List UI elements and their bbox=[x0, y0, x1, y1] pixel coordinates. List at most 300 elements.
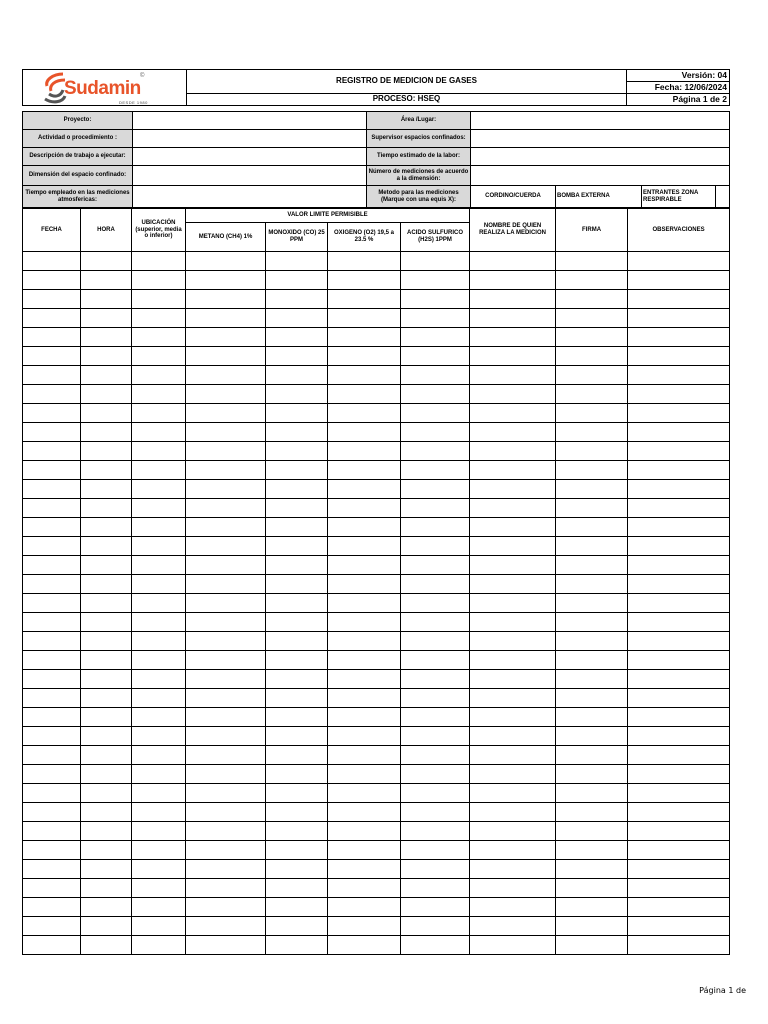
table-cell[interactable] bbox=[470, 651, 556, 670]
table-cell[interactable] bbox=[401, 594, 470, 613]
table-cell[interactable] bbox=[401, 366, 470, 385]
dimension-field[interactable] bbox=[133, 166, 367, 186]
table-cell[interactable] bbox=[328, 765, 401, 784]
table-cell[interactable] bbox=[266, 651, 328, 670]
table-cell[interactable] bbox=[401, 518, 470, 537]
table-cell[interactable] bbox=[266, 556, 328, 575]
table-cell[interactable] bbox=[186, 575, 266, 594]
table-cell[interactable] bbox=[328, 366, 401, 385]
table-cell[interactable] bbox=[628, 328, 730, 347]
table-cell[interactable] bbox=[132, 765, 186, 784]
table-cell[interactable] bbox=[266, 708, 328, 727]
table-cell[interactable] bbox=[132, 575, 186, 594]
table-cell[interactable] bbox=[470, 271, 556, 290]
table-cell[interactable] bbox=[556, 271, 628, 290]
table-cell[interactable] bbox=[132, 252, 186, 271]
table-cell[interactable] bbox=[266, 936, 328, 955]
table-cell[interactable] bbox=[628, 461, 730, 480]
table-cell[interactable] bbox=[132, 651, 186, 670]
table-cell[interactable] bbox=[470, 594, 556, 613]
table-cell[interactable] bbox=[81, 385, 132, 404]
table-cell[interactable] bbox=[132, 347, 186, 366]
table-cell[interactable] bbox=[470, 822, 556, 841]
table-cell[interactable] bbox=[132, 480, 186, 499]
table-cell[interactable] bbox=[328, 404, 401, 423]
table-cell[interactable] bbox=[328, 537, 401, 556]
table-cell[interactable] bbox=[470, 879, 556, 898]
table-cell[interactable] bbox=[628, 556, 730, 575]
table-cell[interactable] bbox=[470, 936, 556, 955]
table-cell[interactable] bbox=[266, 328, 328, 347]
table-cell[interactable] bbox=[132, 385, 186, 404]
table-cell[interactable] bbox=[401, 290, 470, 309]
table-cell[interactable] bbox=[266, 917, 328, 936]
table-cell[interactable] bbox=[470, 347, 556, 366]
table-cell[interactable] bbox=[266, 252, 328, 271]
area-field[interactable] bbox=[471, 112, 730, 130]
table-cell[interactable] bbox=[23, 347, 81, 366]
table-cell[interactable] bbox=[556, 822, 628, 841]
table-cell[interactable] bbox=[556, 651, 628, 670]
table-cell[interactable] bbox=[628, 594, 730, 613]
table-cell[interactable] bbox=[266, 613, 328, 632]
table-cell[interactable] bbox=[328, 252, 401, 271]
table-cell[interactable] bbox=[328, 347, 401, 366]
table-cell[interactable] bbox=[23, 271, 81, 290]
table-cell[interactable] bbox=[556, 670, 628, 689]
table-cell[interactable] bbox=[132, 290, 186, 309]
table-cell[interactable] bbox=[556, 594, 628, 613]
table-cell[interactable] bbox=[628, 442, 730, 461]
table-cell[interactable] bbox=[132, 860, 186, 879]
table-cell[interactable] bbox=[23, 841, 81, 860]
table-cell[interactable] bbox=[556, 499, 628, 518]
table-cell[interactable] bbox=[186, 518, 266, 537]
table-cell[interactable] bbox=[401, 309, 470, 328]
table-cell[interactable] bbox=[328, 860, 401, 879]
table-cell[interactable] bbox=[470, 727, 556, 746]
table-cell[interactable] bbox=[328, 784, 401, 803]
table-cell[interactable] bbox=[470, 537, 556, 556]
table-cell[interactable] bbox=[81, 537, 132, 556]
table-cell[interactable] bbox=[186, 613, 266, 632]
table-cell[interactable] bbox=[556, 366, 628, 385]
table-cell[interactable] bbox=[266, 461, 328, 480]
table-cell[interactable] bbox=[470, 252, 556, 271]
table-cell[interactable] bbox=[23, 480, 81, 499]
table-cell[interactable] bbox=[23, 309, 81, 328]
table-cell[interactable] bbox=[266, 632, 328, 651]
table-cell[interactable] bbox=[401, 404, 470, 423]
table-cell[interactable] bbox=[401, 860, 470, 879]
table-cell[interactable] bbox=[266, 518, 328, 537]
table-cell[interactable] bbox=[556, 461, 628, 480]
table-cell[interactable] bbox=[401, 556, 470, 575]
table-cell[interactable] bbox=[628, 366, 730, 385]
table-cell[interactable] bbox=[328, 461, 401, 480]
table-cell[interactable] bbox=[266, 784, 328, 803]
table-cell[interactable] bbox=[132, 632, 186, 651]
table-cell[interactable] bbox=[186, 841, 266, 860]
table-cell[interactable] bbox=[556, 347, 628, 366]
table-cell[interactable] bbox=[186, 556, 266, 575]
table-cell[interactable] bbox=[81, 898, 132, 917]
table-cell[interactable] bbox=[328, 594, 401, 613]
table-cell[interactable] bbox=[186, 670, 266, 689]
table-cell[interactable] bbox=[132, 309, 186, 328]
table-cell[interactable] bbox=[132, 328, 186, 347]
table-cell[interactable] bbox=[81, 746, 132, 765]
table-cell[interactable] bbox=[132, 727, 186, 746]
table-cell[interactable] bbox=[628, 271, 730, 290]
table-cell[interactable] bbox=[470, 670, 556, 689]
table-cell[interactable] bbox=[132, 556, 186, 575]
table-cell[interactable] bbox=[132, 537, 186, 556]
table-cell[interactable] bbox=[556, 252, 628, 271]
table-cell[interactable] bbox=[556, 936, 628, 955]
table-cell[interactable] bbox=[186, 936, 266, 955]
table-cell[interactable] bbox=[186, 746, 266, 765]
table-cell[interactable] bbox=[266, 309, 328, 328]
table-cell[interactable] bbox=[132, 784, 186, 803]
table-cell[interactable] bbox=[186, 252, 266, 271]
table-cell[interactable] bbox=[186, 803, 266, 822]
table-cell[interactable] bbox=[401, 803, 470, 822]
table-cell[interactable] bbox=[23, 252, 81, 271]
table-cell[interactable] bbox=[470, 898, 556, 917]
table-cell[interactable] bbox=[556, 480, 628, 499]
table-cell[interactable] bbox=[132, 822, 186, 841]
table-cell[interactable] bbox=[628, 898, 730, 917]
table-cell[interactable] bbox=[23, 328, 81, 347]
table-cell[interactable] bbox=[81, 936, 132, 955]
table-cell[interactable] bbox=[401, 252, 470, 271]
table-cell[interactable] bbox=[470, 784, 556, 803]
table-cell[interactable] bbox=[266, 480, 328, 499]
table-cell[interactable] bbox=[23, 898, 81, 917]
table-cell[interactable] bbox=[470, 841, 556, 860]
table-cell[interactable] bbox=[470, 689, 556, 708]
table-cell[interactable] bbox=[328, 385, 401, 404]
table-cell[interactable] bbox=[328, 708, 401, 727]
table-cell[interactable] bbox=[470, 575, 556, 594]
table-cell[interactable] bbox=[186, 366, 266, 385]
table-cell[interactable] bbox=[556, 898, 628, 917]
table-cell[interactable] bbox=[556, 290, 628, 309]
table-cell[interactable] bbox=[328, 670, 401, 689]
table-cell[interactable] bbox=[628, 347, 730, 366]
table-cell[interactable] bbox=[132, 841, 186, 860]
table-cell[interactable] bbox=[401, 347, 470, 366]
table-cell[interactable] bbox=[81, 860, 132, 879]
table-cell[interactable] bbox=[328, 841, 401, 860]
supervisor-field[interactable] bbox=[471, 130, 730, 148]
table-cell[interactable] bbox=[628, 746, 730, 765]
table-cell[interactable] bbox=[401, 708, 470, 727]
table-cell[interactable] bbox=[556, 727, 628, 746]
table-cell[interactable] bbox=[132, 518, 186, 537]
table-cell[interactable] bbox=[132, 746, 186, 765]
table-cell[interactable] bbox=[328, 518, 401, 537]
table-cell[interactable] bbox=[23, 613, 81, 632]
table-cell[interactable] bbox=[81, 917, 132, 936]
table-cell[interactable] bbox=[81, 689, 132, 708]
table-cell[interactable] bbox=[23, 765, 81, 784]
table-cell[interactable] bbox=[628, 499, 730, 518]
table-cell[interactable] bbox=[132, 898, 186, 917]
table-cell[interactable] bbox=[132, 879, 186, 898]
table-cell[interactable] bbox=[328, 328, 401, 347]
table-cell[interactable] bbox=[23, 594, 81, 613]
table-cell[interactable] bbox=[628, 765, 730, 784]
tiempo-empleado-field[interactable] bbox=[133, 186, 367, 208]
table-cell[interactable] bbox=[186, 879, 266, 898]
table-cell[interactable] bbox=[266, 366, 328, 385]
table-cell[interactable] bbox=[23, 423, 81, 442]
metodo-option-cordino[interactable]: CORDINO/CUERDA bbox=[471, 186, 556, 208]
table-cell[interactable] bbox=[470, 860, 556, 879]
table-cell[interactable] bbox=[401, 613, 470, 632]
table-cell[interactable] bbox=[81, 290, 132, 309]
table-cell[interactable] bbox=[556, 803, 628, 822]
table-cell[interactable] bbox=[556, 917, 628, 936]
table-cell[interactable] bbox=[628, 651, 730, 670]
table-cell[interactable] bbox=[628, 290, 730, 309]
table-cell[interactable] bbox=[556, 575, 628, 594]
table-cell[interactable] bbox=[328, 423, 401, 442]
table-cell[interactable] bbox=[556, 708, 628, 727]
table-cell[interactable] bbox=[266, 727, 328, 746]
table-cell[interactable] bbox=[81, 765, 132, 784]
table-cell[interactable] bbox=[556, 784, 628, 803]
table-cell[interactable] bbox=[328, 803, 401, 822]
table-cell[interactable] bbox=[266, 385, 328, 404]
table-cell[interactable] bbox=[628, 632, 730, 651]
table-cell[interactable] bbox=[23, 917, 81, 936]
table-cell[interactable] bbox=[266, 575, 328, 594]
table-cell[interactable] bbox=[401, 917, 470, 936]
table-cell[interactable] bbox=[628, 309, 730, 328]
table-cell[interactable] bbox=[266, 537, 328, 556]
table-cell[interactable] bbox=[401, 651, 470, 670]
table-cell[interactable] bbox=[132, 708, 186, 727]
table-cell[interactable] bbox=[23, 746, 81, 765]
table-cell[interactable] bbox=[401, 537, 470, 556]
table-cell[interactable] bbox=[628, 822, 730, 841]
table-cell[interactable] bbox=[81, 404, 132, 423]
table-cell[interactable] bbox=[401, 898, 470, 917]
table-cell[interactable] bbox=[266, 898, 328, 917]
table-cell[interactable] bbox=[23, 404, 81, 423]
table-cell[interactable] bbox=[628, 480, 730, 499]
table-cell[interactable] bbox=[266, 860, 328, 879]
table-cell[interactable] bbox=[186, 423, 266, 442]
table-cell[interactable] bbox=[628, 670, 730, 689]
table-cell[interactable] bbox=[628, 423, 730, 442]
table-cell[interactable] bbox=[186, 727, 266, 746]
table-cell[interactable] bbox=[328, 651, 401, 670]
table-cell[interactable] bbox=[556, 537, 628, 556]
table-cell[interactable] bbox=[132, 917, 186, 936]
table-cell[interactable] bbox=[23, 537, 81, 556]
table-cell[interactable] bbox=[81, 822, 132, 841]
table-cell[interactable] bbox=[628, 537, 730, 556]
table-cell[interactable] bbox=[328, 271, 401, 290]
table-cell[interactable] bbox=[23, 822, 81, 841]
table-cell[interactable] bbox=[81, 784, 132, 803]
table-cell[interactable] bbox=[628, 518, 730, 537]
table-cell[interactable] bbox=[628, 613, 730, 632]
table-cell[interactable] bbox=[628, 917, 730, 936]
table-cell[interactable] bbox=[81, 271, 132, 290]
table-cell[interactable] bbox=[81, 423, 132, 442]
table-cell[interactable] bbox=[401, 936, 470, 955]
table-cell[interactable] bbox=[401, 271, 470, 290]
table-cell[interactable] bbox=[401, 746, 470, 765]
table-cell[interactable] bbox=[23, 670, 81, 689]
table-cell[interactable] bbox=[132, 803, 186, 822]
proyecto-field[interactable] bbox=[133, 112, 367, 130]
table-cell[interactable] bbox=[470, 556, 556, 575]
table-cell[interactable] bbox=[132, 613, 186, 632]
table-cell[interactable] bbox=[81, 803, 132, 822]
table-cell[interactable] bbox=[328, 632, 401, 651]
table-cell[interactable] bbox=[23, 879, 81, 898]
table-cell[interactable] bbox=[401, 784, 470, 803]
table-cell[interactable] bbox=[628, 252, 730, 271]
table-cell[interactable] bbox=[23, 556, 81, 575]
table-cell[interactable] bbox=[328, 499, 401, 518]
table-cell[interactable] bbox=[186, 385, 266, 404]
table-cell[interactable] bbox=[81, 461, 132, 480]
table-cell[interactable] bbox=[23, 290, 81, 309]
table-cell[interactable] bbox=[556, 689, 628, 708]
table-cell[interactable] bbox=[186, 404, 266, 423]
table-cell[interactable] bbox=[556, 879, 628, 898]
table-cell[interactable] bbox=[23, 651, 81, 670]
table-cell[interactable] bbox=[628, 708, 730, 727]
table-cell[interactable] bbox=[470, 461, 556, 480]
table-cell[interactable] bbox=[132, 271, 186, 290]
table-cell[interactable] bbox=[266, 271, 328, 290]
table-cell[interactable] bbox=[186, 442, 266, 461]
table-cell[interactable] bbox=[81, 651, 132, 670]
table-cell[interactable] bbox=[186, 499, 266, 518]
table-cell[interactable] bbox=[328, 480, 401, 499]
table-cell[interactable] bbox=[401, 480, 470, 499]
table-cell[interactable] bbox=[470, 442, 556, 461]
table-cell[interactable] bbox=[470, 328, 556, 347]
table-cell[interactable] bbox=[328, 917, 401, 936]
table-cell[interactable] bbox=[470, 290, 556, 309]
table-cell[interactable] bbox=[401, 461, 470, 480]
table-cell[interactable] bbox=[266, 499, 328, 518]
table-cell[interactable] bbox=[23, 689, 81, 708]
table-cell[interactable] bbox=[401, 841, 470, 860]
table-cell[interactable] bbox=[81, 556, 132, 575]
table-cell[interactable] bbox=[23, 708, 81, 727]
table-cell[interactable] bbox=[23, 366, 81, 385]
table-cell[interactable] bbox=[328, 822, 401, 841]
table-cell[interactable] bbox=[266, 822, 328, 841]
table-cell[interactable] bbox=[556, 556, 628, 575]
table-cell[interactable] bbox=[186, 537, 266, 556]
table-cell[interactable] bbox=[401, 499, 470, 518]
numero-mediciones-field[interactable] bbox=[471, 166, 730, 186]
table-cell[interactable] bbox=[23, 385, 81, 404]
table-cell[interactable] bbox=[81, 575, 132, 594]
table-cell[interactable] bbox=[132, 594, 186, 613]
table-cell[interactable] bbox=[470, 480, 556, 499]
table-cell[interactable] bbox=[556, 328, 628, 347]
table-cell[interactable] bbox=[401, 385, 470, 404]
table-cell[interactable] bbox=[628, 841, 730, 860]
table-cell[interactable] bbox=[186, 765, 266, 784]
table-cell[interactable] bbox=[401, 670, 470, 689]
table-cell[interactable] bbox=[328, 689, 401, 708]
table-cell[interactable] bbox=[401, 765, 470, 784]
table-cell[interactable] bbox=[328, 290, 401, 309]
table-cell[interactable] bbox=[328, 879, 401, 898]
table-cell[interactable] bbox=[401, 575, 470, 594]
table-cell[interactable] bbox=[470, 917, 556, 936]
table-cell[interactable] bbox=[628, 404, 730, 423]
table-cell[interactable] bbox=[266, 746, 328, 765]
table-cell[interactable] bbox=[186, 594, 266, 613]
descripcion-field[interactable] bbox=[133, 148, 367, 166]
table-cell[interactable] bbox=[186, 461, 266, 480]
table-cell[interactable] bbox=[81, 518, 132, 537]
table-cell[interactable] bbox=[266, 879, 328, 898]
table-cell[interactable] bbox=[556, 385, 628, 404]
metodo-mark-cell[interactable] bbox=[716, 186, 730, 208]
table-cell[interactable] bbox=[186, 290, 266, 309]
table-cell[interactable] bbox=[328, 936, 401, 955]
table-cell[interactable] bbox=[186, 917, 266, 936]
table-cell[interactable] bbox=[23, 442, 81, 461]
table-cell[interactable] bbox=[132, 670, 186, 689]
table-cell[interactable] bbox=[266, 442, 328, 461]
table-cell[interactable] bbox=[328, 556, 401, 575]
table-cell[interactable] bbox=[132, 689, 186, 708]
table-cell[interactable] bbox=[470, 746, 556, 765]
table-cell[interactable] bbox=[81, 727, 132, 746]
table-cell[interactable] bbox=[132, 366, 186, 385]
table-cell[interactable] bbox=[556, 613, 628, 632]
table-cell[interactable] bbox=[556, 423, 628, 442]
table-cell[interactable] bbox=[628, 784, 730, 803]
table-cell[interactable] bbox=[81, 499, 132, 518]
table-cell[interactable] bbox=[556, 309, 628, 328]
table-cell[interactable] bbox=[470, 366, 556, 385]
table-cell[interactable] bbox=[23, 860, 81, 879]
actividad-field[interactable] bbox=[133, 130, 367, 148]
table-cell[interactable] bbox=[186, 309, 266, 328]
table-cell[interactable] bbox=[470, 765, 556, 784]
table-cell[interactable] bbox=[81, 347, 132, 366]
table-cell[interactable] bbox=[401, 727, 470, 746]
table-cell[interactable] bbox=[81, 252, 132, 271]
table-cell[interactable] bbox=[470, 404, 556, 423]
table-cell[interactable] bbox=[23, 803, 81, 822]
table-cell[interactable] bbox=[470, 309, 556, 328]
table-cell[interactable] bbox=[23, 936, 81, 955]
table-cell[interactable] bbox=[628, 936, 730, 955]
table-cell[interactable] bbox=[266, 689, 328, 708]
table-cell[interactable] bbox=[628, 689, 730, 708]
table-cell[interactable] bbox=[470, 423, 556, 442]
table-cell[interactable] bbox=[266, 404, 328, 423]
